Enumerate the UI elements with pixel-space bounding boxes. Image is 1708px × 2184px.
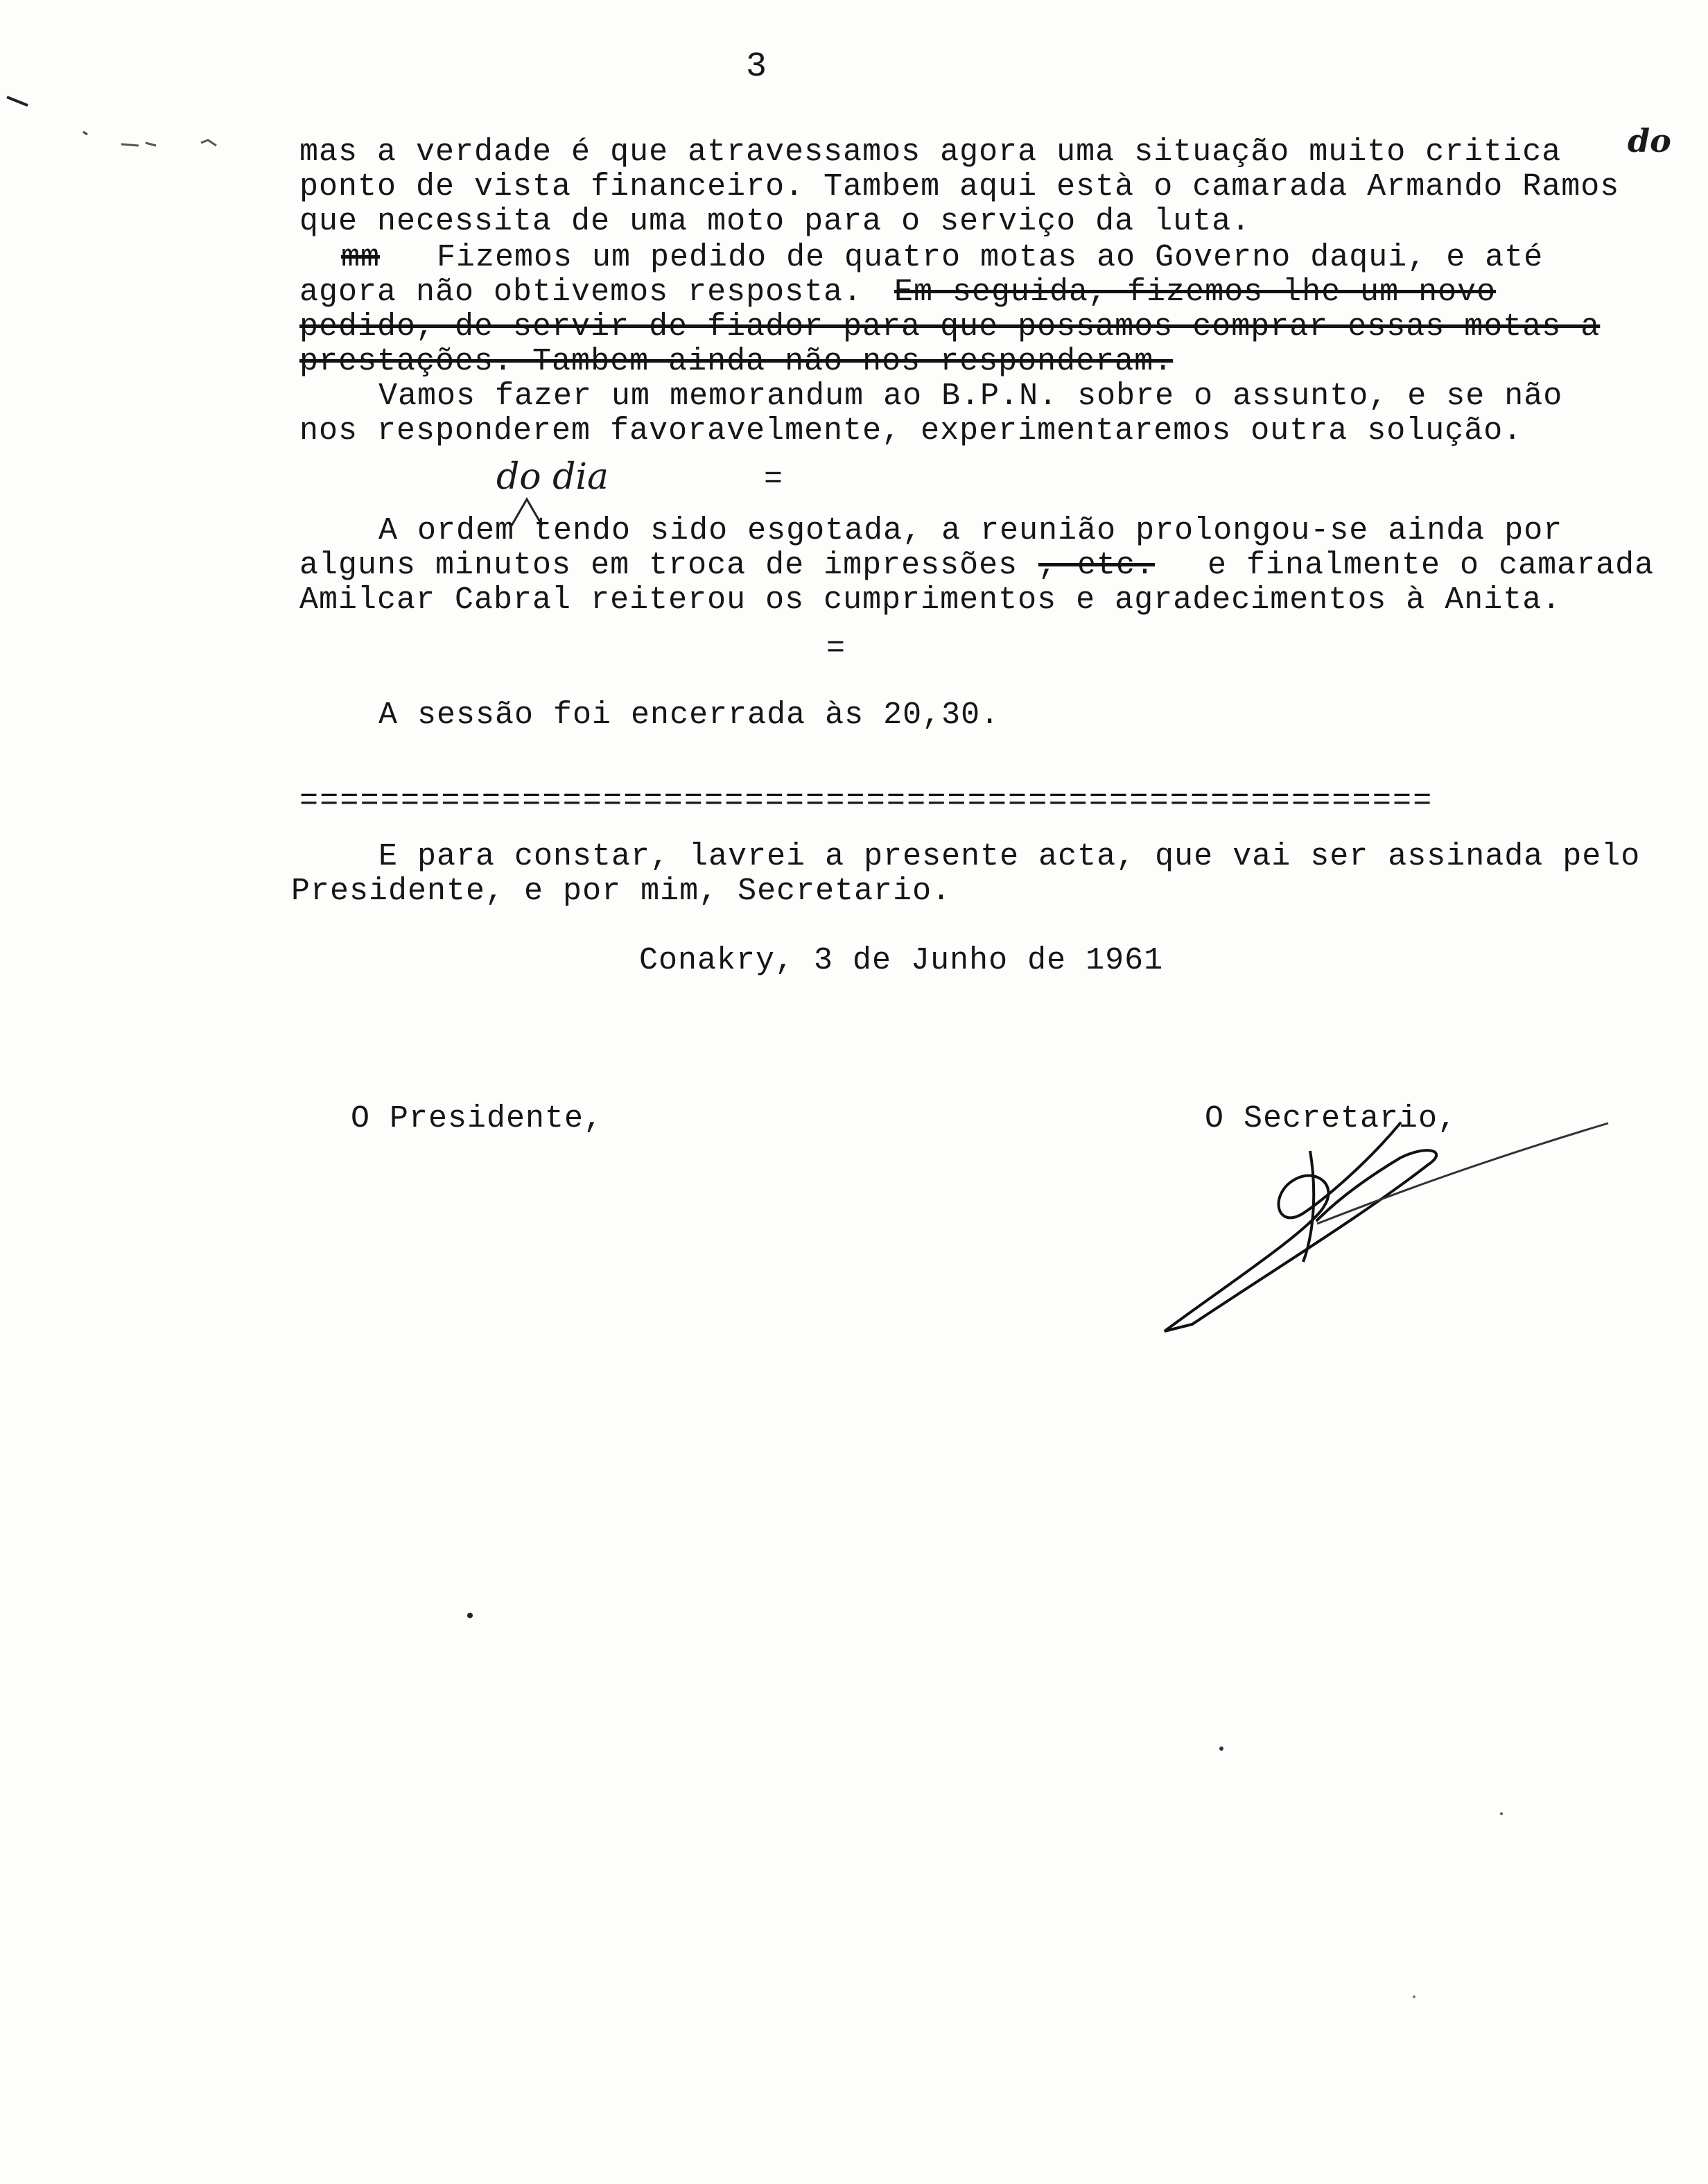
p3-line-1: Vamos fazer um memorandum ao B.P.N. sobre o assunto, e se não (378, 379, 1563, 414)
page-number: 3 (746, 47, 768, 87)
p4-line-2a: alguns minutos em troca de impressões (299, 548, 1018, 583)
p1-line-1: mas a verdade é que atravessamos agora uma situação muito critica (299, 135, 1562, 170)
p4-line-2b: e finalmente o camarada (1208, 548, 1655, 583)
handwritten-insert: do dia (496, 456, 609, 498)
separator-long: ======================================================== (299, 783, 1434, 819)
p5-line: A sessão foi encerrada às 20,30. (378, 697, 1000, 733)
sign-label-president: O Presidente, (351, 1101, 604, 1136)
p4-line-3: Amilcar Cabral reiterou os cumprimentos e agradecimentos à Anita. (299, 582, 1562, 618)
p4-struck: , etc. (1038, 548, 1156, 583)
p4-line-1: A ordem tendo sido esgotada, a reunião prolongou-se ainda por (378, 513, 1563, 548)
p6-line-1: E para constar, lavrei a presente acta, que vai ser assinada pelo (378, 839, 1641, 874)
p1-line-2: ponto de vista financeiro. Tambem aqui està o camarada Armando Ramos (299, 169, 1620, 205)
p2-struck-line-2: pedido, de servir de fiador para que possamos comprar essas motas a (299, 309, 1601, 345)
p2-struck-line-3: prestações. Tambem ainda não nos responderam. (299, 344, 1174, 379)
place-date: Conakry, 3 de Junho de 1961 (639, 943, 1164, 978)
p1-line-3: que necessita de uma moto para o serviço da luta. (299, 204, 1251, 239)
p2-line-2: agora não obtivemos resposta. (299, 275, 863, 310)
p2-prefix-struck: mm (341, 240, 381, 275)
p1-insert-handwritten: do (1628, 122, 1671, 159)
separator-short-2: = (826, 631, 846, 666)
p2-line-1: Fizemos um pedido de quatro motas ao Governo daqui, e até (437, 240, 1544, 275)
p3-line-2: nos responderem favoravelmente, experimentaremos outra solução. (299, 413, 1523, 449)
p2-struck-line-1: Em seguida, fizemos-lhe um novo (894, 275, 1497, 310)
separator-short-1: = (764, 462, 784, 497)
sign-label-secretary: O Secretario, (1205, 1101, 1458, 1136)
p6-line-2: Presidente, e por mim, Secretario. (291, 874, 952, 909)
